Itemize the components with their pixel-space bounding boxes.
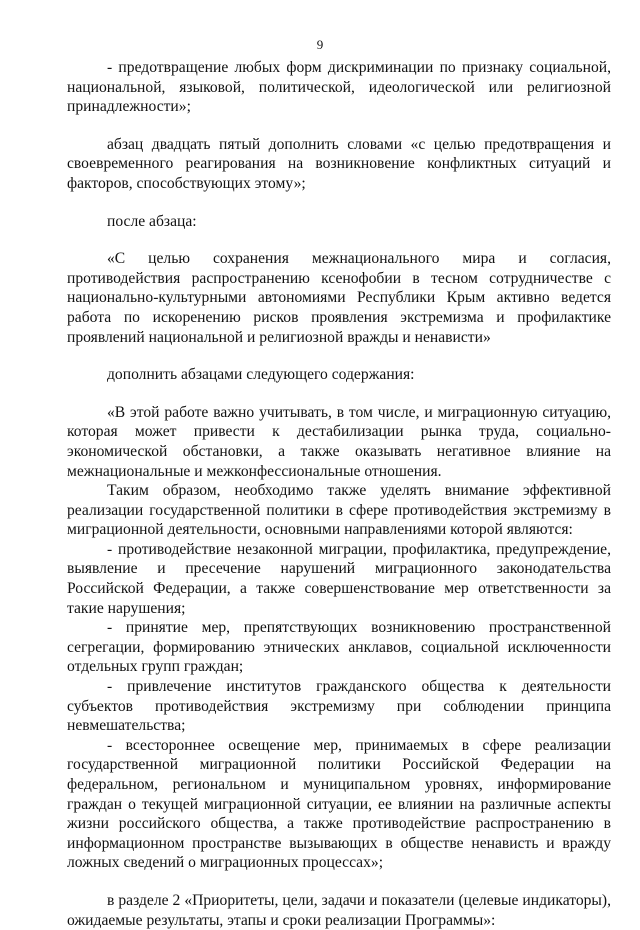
paragraph-discrimination: - предотвращение любых форм дискриминации по признаку социальной, национальной, языковой, политической, идеологической или религиозной принадлежности»; xyxy=(67,59,611,116)
list-item-coverage: - всестороннее освещение мер, принимаемых в сфере реализации государственной миграционной политики Российской Федерации на федеральном, региональном и муниципальном уровнях, информирование граждан о текущей миграционной ситуации, ее влиянии на различные аспекты жизни российского общества, а также противодействие распространению в информационном пространстве вызывающих в обществе ненависть и вражду ложных сведений о миграционных процессах»; xyxy=(67,736,611,872)
paragraph-section-2: в разделе 2 «Приоритеты, цели, задачи и показатели (целевые индикаторы), ожидаемые результаты, этапы и сроки реализации Программы»: xyxy=(67,891,611,929)
paragraph-add-abzacs: дополнить абзацами следующего содержания: xyxy=(107,366,415,384)
list-item-segregation: - принятие мер, препятствующих возникновению пространственной сегрегации, формированию этнических анклавов, социальной исключенности отдельных групп граждан; xyxy=(67,619,611,676)
list-item-illegal-migration: - противодействие незаконной миграции, профилактика, предупреждение, выявление и пресечение нарушений миграционного законодательства Российской Федерации, а также совершенствование мер ответственности за такие нарушения; xyxy=(67,540,611,617)
paragraph-quote-peace: «С целью сохранения межнационального мира и согласия, противодействия распространению ксенофобии в тесном сотрудничестве с национально-культурными автономиями Республики Крым активно ведется работа по искоренению рисков проявления экстремизма и профилактике проявлений национальной и религиозной вражды и ненависти» xyxy=(67,250,611,346)
paragraph-migration-situation: «В этой работе важно учитывать, в том числе, и миграционную ситуацию, которая может привести к дестабилизации рынка труда, социально-экономической обстановки, а также оказывать негативное влияние на межнациональные и межконфессиональные отношения. xyxy=(67,403,611,480)
paragraph-after-abzac: после абзаца: xyxy=(107,212,197,230)
document-body xyxy=(67,58,611,930)
paragraph-state-policy: Таким образом, необходимо также уделять внимание эффективной реализации государственной политики в сфере противодействия экстремизму в миграционной деятельности, основными направлениями которой являются: xyxy=(67,482,611,539)
list-item-civil-society: - привлечение институтов гражданского общества к деятельности субъектов противодействия экстремизму при соблюдении принципа невмешательства; xyxy=(67,678,611,735)
page-number: 9 xyxy=(316,37,324,52)
paragraph-abzac-25: абзац двадцать пятый дополнить словами «с целью предотвращения и своевременного реагирования на возникновение конфликтных ситуаций и факторов, способствующих этому»; xyxy=(67,135,611,192)
